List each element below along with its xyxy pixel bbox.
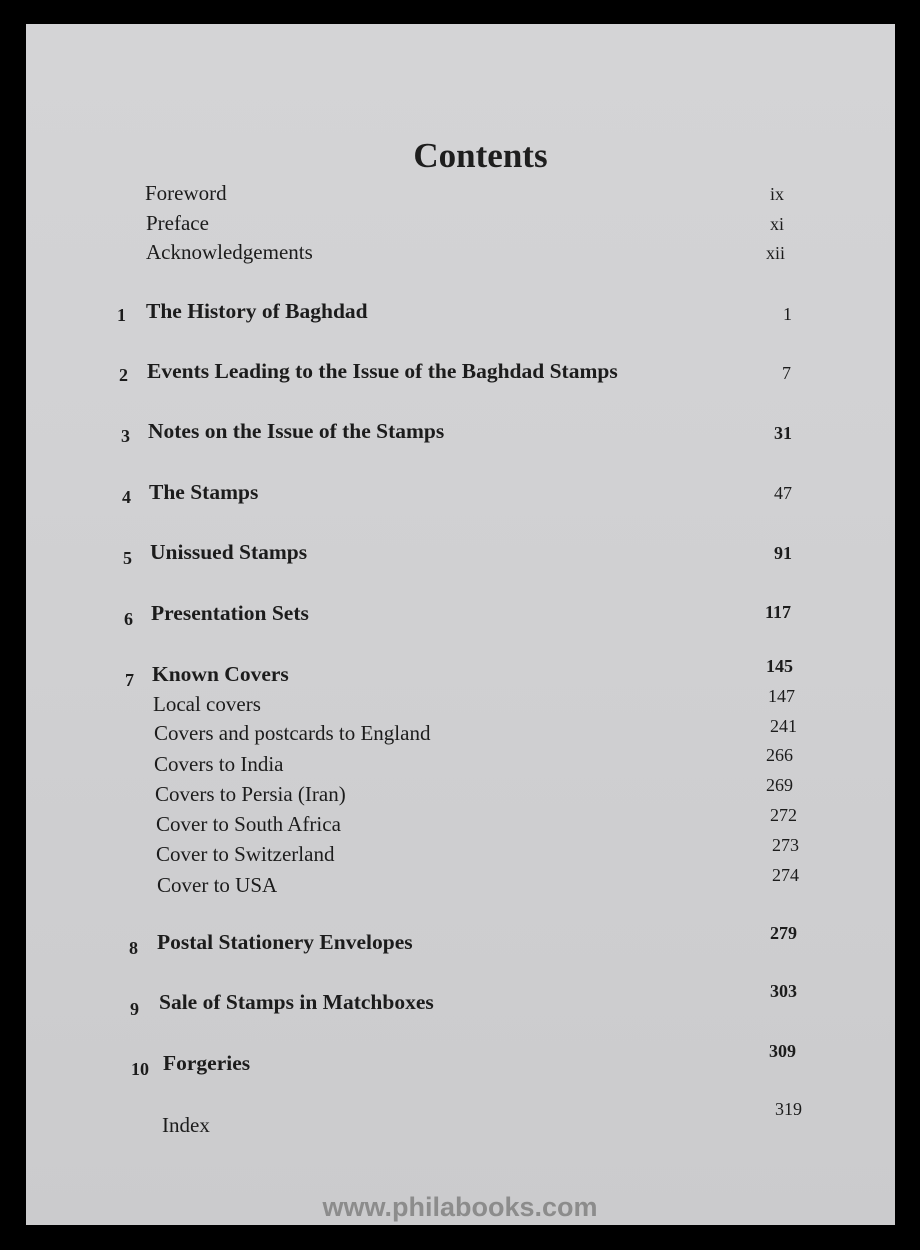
chapter-number: 10 [131,1059,149,1079]
chapter-number: 7 [125,670,134,690]
chapter-title: Events Leading to the Issue of the Baghdad Stamps [147,359,618,383]
chapter-title: Known Covers [152,662,289,686]
chapter-title: Presentation Sets [151,601,309,625]
book-page [26,24,895,1225]
chapter-title: Unissued Stamps [150,540,308,564]
chapter-number: 8 [129,938,138,958]
page-title: Contents [413,136,548,175]
chapter-title: Postal Stationery Envelopes [157,930,413,954]
toc-subentry-page: 241 [770,716,797,736]
toc-acknowledgements-page: xii [766,243,786,263]
chapter-number: 6 [124,609,133,629]
chapter-page: 117 [765,602,792,622]
toc-subentry: Local covers [153,692,261,716]
toc-subentry: Covers to Persia (Iran) [155,782,346,806]
chapter-number: 1 [117,305,126,325]
toc-index: Index [162,1113,210,1137]
chapter-number: 5 [123,548,132,568]
chapter-page: 31 [774,423,792,443]
chapter-title: Notes on the Issue of the Stamps [148,419,445,443]
toc-subentry: Cover to South Africa [156,812,341,836]
chapter-page: 145 [766,656,793,676]
toc-preface-page: xi [770,214,785,234]
chapter-page: 1 [783,304,792,324]
toc-preface: Preface [146,211,209,235]
toc-subentry-page: 147 [768,686,795,706]
watermark-text: www.philabooks.com [322,1192,598,1222]
chapter-number: 2 [119,365,128,385]
toc-subentry-page: 273 [772,835,799,855]
chapter-page: 47 [774,483,792,503]
toc-subentry: Cover to Switzerland [156,842,335,866]
toc-subentry-page: 272 [770,805,797,825]
chapter-page: 303 [770,981,797,1001]
chapter-number: 3 [121,426,130,446]
toc-index-page: 319 [775,1099,802,1119]
toc-subentry-page: 274 [772,865,799,885]
toc-foreword: Foreword [145,181,227,205]
chapter-title: The History of Baghdad [146,299,368,323]
chapter-number: 4 [122,487,131,507]
chapter-page: 7 [782,363,791,383]
chapter-page: 279 [770,923,797,943]
toc-foreword-page: ix [770,184,785,204]
chapter-title: The Stamps [149,480,259,504]
chapter-page: 309 [769,1041,796,1061]
toc-subentry: Covers to India [154,752,284,776]
toc-subentry-page: 266 [766,745,793,765]
toc-subentry: Covers and postcards to England [154,721,431,745]
chapter-page: 91 [774,543,792,563]
toc-subentry-page: 269 [766,775,793,795]
toc-acknowledgements: Acknowledgements [146,240,313,264]
chapter-number: 9 [130,999,139,1019]
chapter-title: Forgeries [163,1051,251,1075]
chapter-title: Sale of Stamps in Matchboxes [159,990,434,1014]
toc-subentry: Cover to USA [157,873,278,897]
